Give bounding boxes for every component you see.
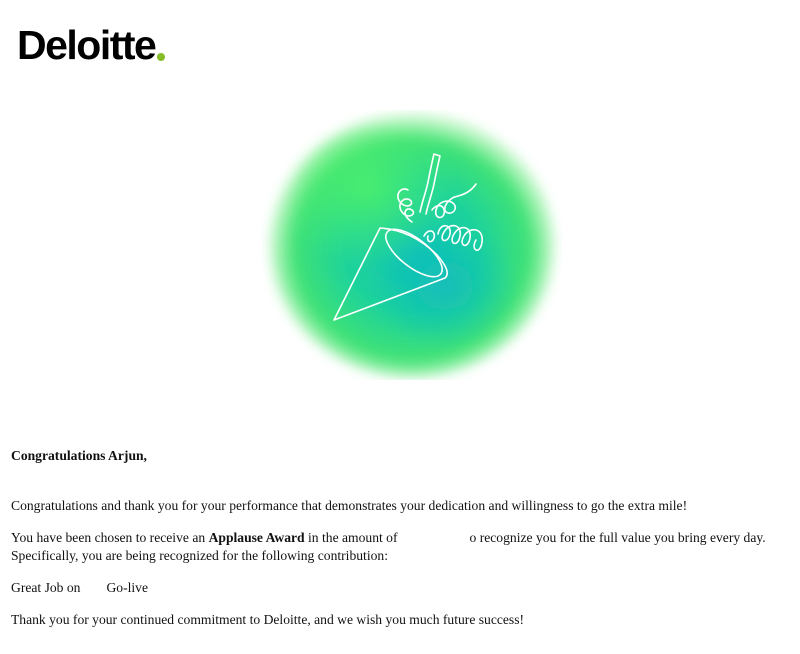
redacted-amount <box>398 534 470 544</box>
deloitte-logo <box>17 18 165 66</box>
logo-text: Deloitte <box>17 22 156 68</box>
specifically-text: Specifically, you are being recognized for the following contribution: <box>11 548 388 563</box>
email-body <box>11 447 796 629</box>
thanks-paragraph: Congratulations and thank you for your performance that demonstrates your dedication and willingness to go the extra mile! <box>11 498 688 513</box>
contribution-prefix: Great Job on <box>11 580 81 595</box>
award-text-prefix: You have been chosen to receive an <box>11 530 206 545</box>
hero-illustration <box>262 110 562 380</box>
award-text-mid: in the amount of <box>308 530 398 545</box>
award-text-suffix: o recognize you for the full value you bring every day. <box>469 530 766 545</box>
contribution-line <box>11 579 796 597</box>
party-popper-icon <box>262 110 562 380</box>
closing-paragraph: Thank you for your continued commitment to Deloitte, and we wish you much future success! <box>11 612 525 627</box>
greeting: Congratulations Arjun, <box>11 448 147 463</box>
logo-green-dot <box>157 53 165 61</box>
contribution-suffix: Go-live <box>106 580 148 595</box>
award-paragraph <box>11 529 796 565</box>
award-name: Applause Award <box>208 530 305 545</box>
